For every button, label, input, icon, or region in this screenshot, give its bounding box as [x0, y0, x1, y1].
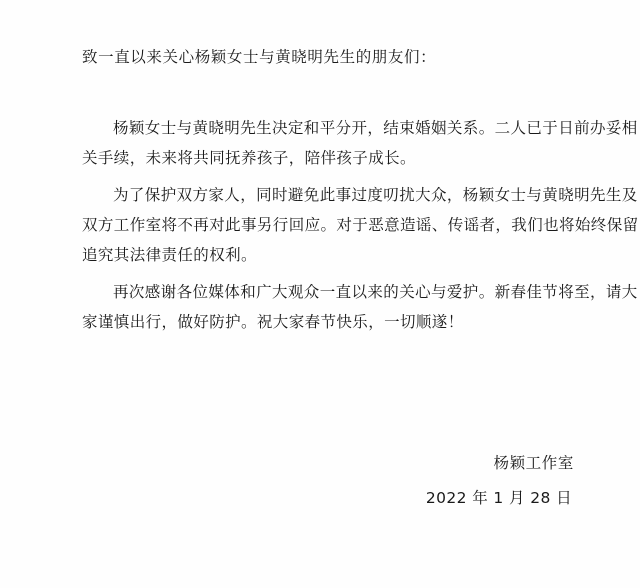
paragraph-2	[82, 180, 639, 270]
paragraph-1-line-2: 关手续，未来将共同抚养孩子，陪伴孩子成长。	[82, 149, 416, 167]
paragraph-2-line-3: 追究其法律责任的权利。	[82, 246, 257, 264]
paragraph-2-line-1: 为了保护双方家人，同时避免此事过度叨扰大众，杨颖女士与黄晓明先生及	[113, 186, 638, 204]
paragraph-3	[82, 277, 638, 337]
letter-date: 2022 年 1 月 28 日	[425, 489, 572, 507]
paragraph-1	[82, 113, 638, 173]
letter-salutation: 致一直以来关心杨颖女士与黄晓明先生的朋友们：	[82, 48, 437, 66]
paragraph-1-line-1: 杨颖女士与黄晓明先生决定和平分开，结束婚姻关系。二人已于日前办妥相	[113, 119, 638, 137]
paragraph-3-line-1: 再次感谢各位媒体和广大观众一直以来的关心与爱护。新春佳节将至，请大	[113, 283, 638, 301]
paragraph-3-line-2: 家谨慎出行，做好防护。祝大家春节快乐，一切顺遂！	[82, 313, 464, 331]
letter-body	[82, 113, 639, 344]
paragraph-2-line-2: 双方工作室将不再对此事另行回应。对于恶意造谣、传谣者，我们也将始终保留	[82, 216, 639, 234]
letter-signature: 杨颖工作室	[493, 454, 574, 472]
